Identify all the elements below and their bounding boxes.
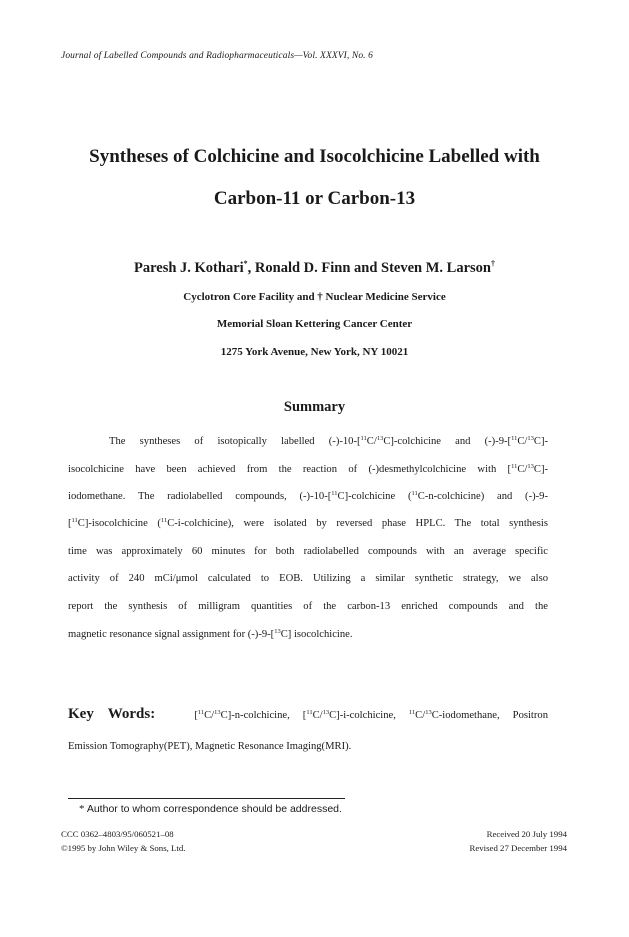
summary-line: activity of 240 mCi/μmol calculated to EOB. Utilizing a similar synthetic strategy, we also [68, 573, 548, 584]
affiliation-line-3: 1275 York Avenue, New York, NY 10021 [220, 346, 409, 358]
affiliation-line-1: Cyclotron Core Facility and † Nuclear Medicine Service [183, 291, 446, 303]
received-date: Received 20 July 1994 [486, 829, 567, 839]
paper-title-line-1: Syntheses of Colchicine and Isocolchicine Labelled with [89, 146, 540, 167]
revised-date: Revised 27 December 1994 [469, 843, 567, 853]
author-list [0, 260, 629, 277]
summary-heading: Summary [283, 399, 346, 415]
paper-title-line-2: Carbon-11 or Carbon-13 [213, 188, 416, 209]
summary-line: The syntheses of isotopically labelled (-)-10-[$^{11}$C/$^{13}$C]-colchicine and (-)-9-[$^{11}$C/$^{13}$C]- [109, 435, 548, 447]
author-name: Paresh J. Kothari [133, 260, 244, 276]
corresponding-author-mark: * [243, 259, 248, 268]
keywords-label: Key Words: [68, 706, 156, 722]
affiliation-mark: † [491, 259, 495, 268]
keywords-line: Key Words: [$^{11}$C/$^{13}$C]-n-colchicine, [$^{11}$C/$^{13}$C]-i-colchicine, $^{11}$C/$^{13}$C-iodomethane, Positron [68, 706, 548, 722]
affiliation-line-2: Memorial Sloan Kettering Cancer Center [216, 318, 413, 330]
footnote-mark: * [79, 803, 85, 815]
journal-header: Journal of Labelled Compounds and Radiopharmaceuticals—Vol. XXXVI, No. 6 [61, 51, 373, 61]
footnote [79, 803, 342, 815]
summary-line: time was approximately 60 minutes for both radiolabelled compounds with an average specific [68, 546, 548, 557]
summary-line: isocolchicine have been achieved from the reaction of (-)desmethylcolchicine with [$^{11}$C/$^{13}$C]- [68, 463, 548, 475]
summary-line: [$^{11}$C]-isocolchicine ($^{11}$C-i-colchicine), were isolated by reversed phase HPLC. The total synthesis [68, 517, 548, 529]
summary-line: iodomethane. The radiolabelled compounds, (-)-10-[$^{11}$C]-colchicine ($^{11}$C-n-colchicine) and (-)-9- [68, 490, 548, 502]
author-names: , Ronald D. Finn and Steven M. Larson [247, 260, 491, 276]
summary-line: magnetic resonance signal assignment for (-)-9-[$^{13}$C] isocolchicine. [68, 628, 353, 640]
keywords-line-2: Emission Tomography(PET), Magnetic Resonance Imaging(MRI). [68, 741, 352, 752]
copyright: ©1995 by John Wiley & Sons, Ltd. [61, 843, 186, 853]
footnote-divider [68, 798, 345, 799]
ccc-code: CCC 0362–4803/95/060521–08 [61, 829, 174, 839]
footnote-text: Author to whom correspondence should be addressed. [86, 803, 342, 815]
summary-line: report the synthesis of milligram quantities of the carbon-13 enriched compounds and the [68, 601, 548, 612]
